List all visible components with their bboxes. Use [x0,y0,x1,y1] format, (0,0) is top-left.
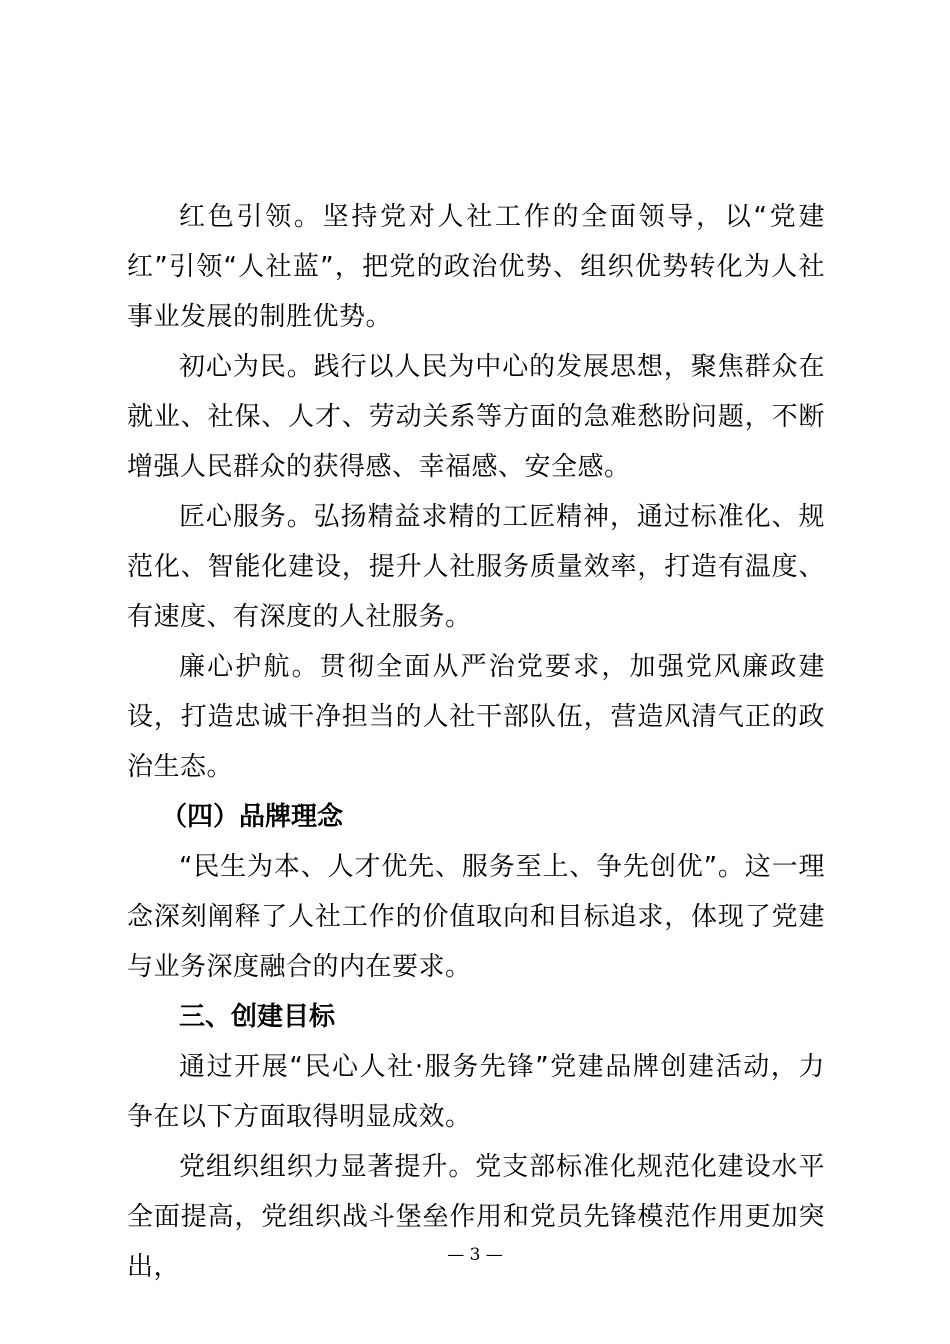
paragraph-brand-concept: “民生为本、人才优先、服务至上、争先创优”。这一理念深刻阐释了人社工作的价值取向和目标追求，体现了党建与业务深度融合的内在要求。 [127,852,825,982]
paragraph-goals-intro: 通过开展“民心人社·服务先锋”党建品牌创建活动，力争在以下方面取得明显成效。 [127,1052,825,1132]
section-heading-goals: 三、创建目标 [179,1002,336,1032]
paragraph-org-power: 党组织组织力显著提升。党支部标准化规范化建设水平全面提高，党组织战斗堡垒作用和党员先锋模范作用更加突出， [127,1152,825,1282]
paragraph-integrity-escort: 廉心护航。贯彻全面从严治党要求，加强党风廉政建设，打造忠诚干净担当的人社干部队伍，营造风清气正的政治生态。 [127,652,825,782]
paragraph-craft-service: 匠心服务。弘扬精益求精的工匠精神，通过标准化、规范化、智能化建设，提升人社服务质量效率，打造有温度、有速度、有深度的人社服务。 [127,502,825,632]
page-number: — 3 — [447,1245,503,1265]
paragraph-people-first: 初心为民。践行以人民为中心的发展思想，聚焦群众在就业、社保、人才、劳动关系等方面的急难愁盼问题，不断增强人民群众的获得感、幸福感、安全感。 [127,352,825,482]
paragraph-red-lead: 红色引领。坚持党对人社工作的全面领导，以“党建红”引领“人社蓝”，把党的政治优势、组织优势转化为人社事业发展的制胜优势。 [127,202,825,332]
document-body [127,192,825,1292]
section-heading-brand-concept: （四）品牌理念 [161,802,344,832]
